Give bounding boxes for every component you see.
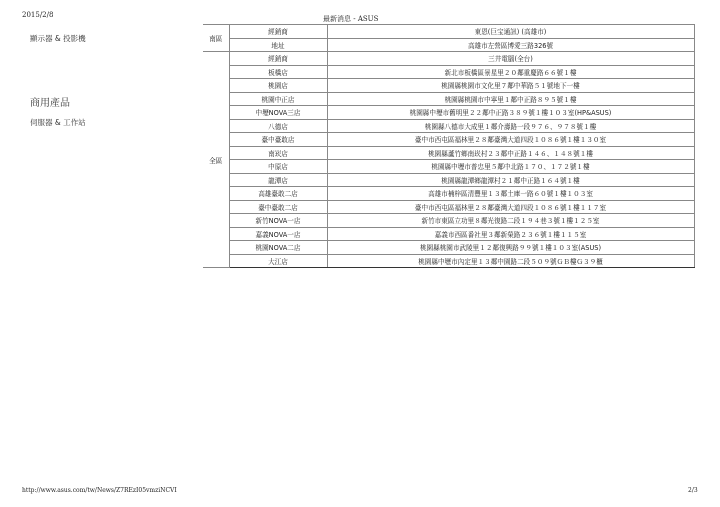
address-cell: 嘉義市西區番社里３鄰新榮路２３６號１樓１１５室 xyxy=(327,227,694,241)
store-name-cell: 地址 xyxy=(229,38,327,52)
store-name-cell: 桃園中正店 xyxy=(229,92,327,106)
address-cell: 桃園縣龍潭鄉龍潭村２１鄰中正路１６４號１樓 xyxy=(327,173,694,187)
sidebar-item-server-workstation[interactable]: 伺服器 & 工作站 xyxy=(30,118,86,127)
store-name-cell: 中原店 xyxy=(229,160,327,174)
address-cell: 高雄市左營區博愛三路326號 xyxy=(327,38,694,52)
address-cell: 桃園縣蘆竹鄉南崁村２３鄰中正路１４６、１４８號１樓 xyxy=(327,146,694,160)
address-cell: 新竹市東區立功里８鄰光復路二段１９４巷３號１樓１２５室 xyxy=(327,214,694,228)
table-row xyxy=(203,173,694,187)
address-cell: 桃園縣中壢市內定里１３鄰中園路二段５０９號ＧＢ樓Ｇ３９櫃 xyxy=(327,254,694,268)
table-row xyxy=(203,79,694,93)
address-cell: 三井電腦(全台) xyxy=(327,52,694,66)
table-row xyxy=(203,146,694,160)
table-row xyxy=(203,187,694,201)
address-cell: 桃園縣桃園市中寧里１鄰中正路８９５號１樓 xyxy=(327,92,694,106)
table-row xyxy=(203,38,694,52)
store-name-cell: 嘉義NOVA一店 xyxy=(229,227,327,241)
print-date: 2015/2/8 xyxy=(22,11,54,19)
store-name-cell: 臺中臺敢二店 xyxy=(229,200,327,214)
table-row xyxy=(203,106,694,120)
store-name-cell: 桃園NOVA二店 xyxy=(229,241,327,255)
store-name-cell: 板橋店 xyxy=(229,65,327,79)
address-cell: 臺中市西屯區福林里２８鄰臺灣大道四段１０８６號１樓１１７室 xyxy=(327,200,694,214)
table-row xyxy=(203,25,694,39)
sidebar-item-display-projector[interactable]: 顯示器 & 投影機 xyxy=(30,34,86,43)
table-row xyxy=(203,92,694,106)
store-name-cell: 龍潭店 xyxy=(229,173,327,187)
table-row xyxy=(203,227,694,241)
region-cell: 南區 xyxy=(203,25,229,52)
footer-url: http://www.asus.com/tw/News/Z7REzI05vmziNCVI xyxy=(22,487,177,494)
store-name-cell: 桃園店 xyxy=(229,79,327,93)
table-row xyxy=(203,214,694,228)
store-name-cell: 中壢NOVA三店 xyxy=(229,106,327,120)
address-cell: 東恩(巨宝通訊) (高雄市) xyxy=(327,25,694,39)
address-cell: 桃園縣中壢市舊明里２２鄰中正路３８９號１樓１０３室(HP&ASUS) xyxy=(327,106,694,120)
store-name-cell: 八德店 xyxy=(229,119,327,133)
table-row xyxy=(203,200,694,214)
page-title: 最新消息 - ASUS xyxy=(323,15,379,23)
table-row xyxy=(203,241,694,255)
address-cell: 新北市板橋區景星里２０鄰重慶路６６號１樓 xyxy=(327,65,694,79)
table-row xyxy=(203,254,694,268)
region-cell: 全區 xyxy=(203,52,229,268)
dealer-table xyxy=(203,24,695,268)
sidebar-section-title: 商用產品 xyxy=(30,98,70,109)
address-cell: 桃園縣桃園市武陵里１２鄰復興路９９號１樓１０３室(ASUS) xyxy=(327,241,694,255)
table-row xyxy=(203,65,694,79)
page-number: 2/3 xyxy=(688,487,698,494)
table-row xyxy=(203,119,694,133)
address-cell: 高雄市楠梓區清豐里１３鄰土庫一路６０號１樓１０３室 xyxy=(327,187,694,201)
store-name-cell: 經銷商 xyxy=(229,52,327,66)
address-cell: 桃園縣八德市大成里１鄰介壽路一段９７６、９７８號１樓 xyxy=(327,119,694,133)
table-row xyxy=(203,52,694,66)
store-name-cell: 南崁店 xyxy=(229,146,327,160)
store-name-cell: 大江店 xyxy=(229,254,327,268)
table-row xyxy=(203,160,694,174)
store-name-cell: 經銷商 xyxy=(229,25,327,39)
store-name-cell: 新竹NOVA一店 xyxy=(229,214,327,228)
store-name-cell: 高雄臺敢二店 xyxy=(229,187,327,201)
table-row xyxy=(203,133,694,147)
address-cell: 桃園縣中壢市普忠里５鄰中北路１７０、１７２號１樓 xyxy=(327,160,694,174)
store-name-cell: 臺中臺敢店 xyxy=(229,133,327,147)
address-cell: 桃園縣桃園市文化里７鄰中華路５１號地下一樓 xyxy=(327,79,694,93)
address-cell: 臺中市西屯區福林里２８鄰臺灣大道四段１０８６號１樓１３０室 xyxy=(327,133,694,147)
